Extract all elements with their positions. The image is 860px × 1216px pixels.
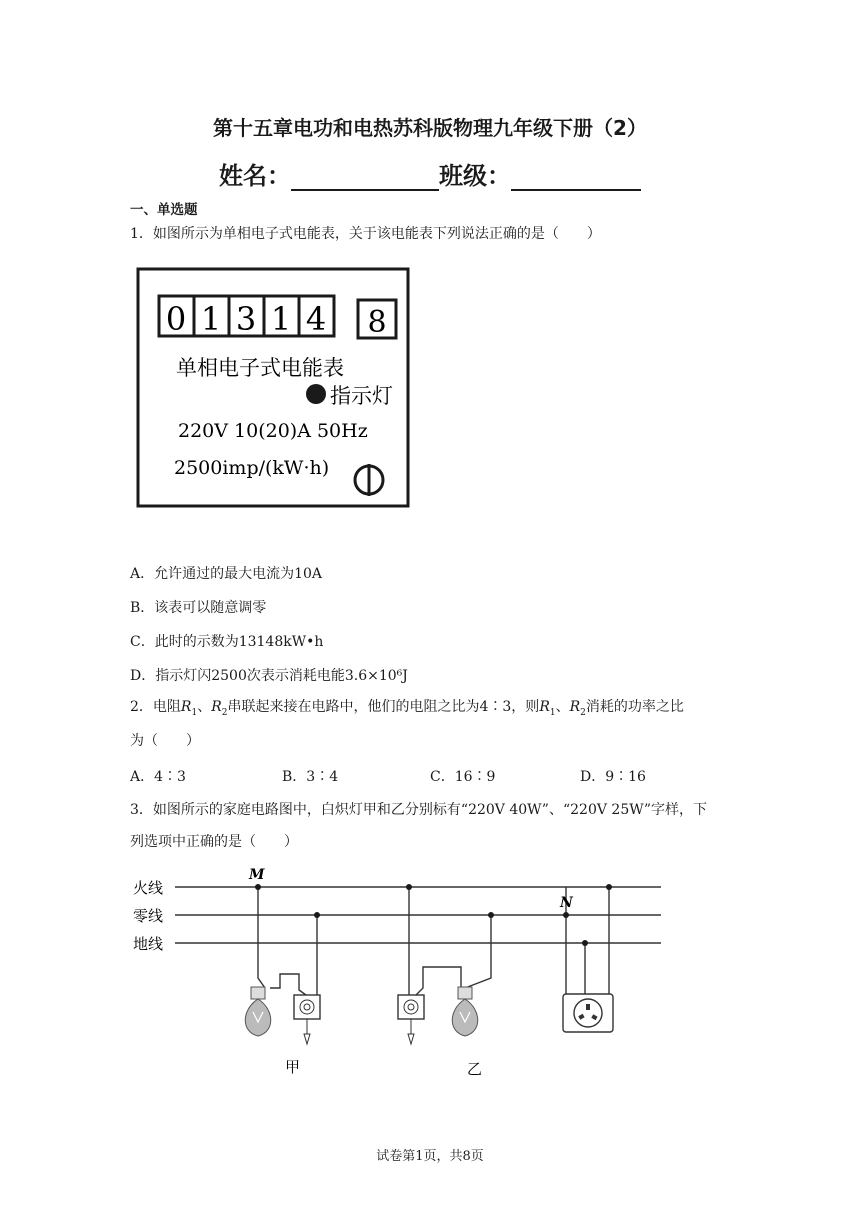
q1-option-b[interactable]: B．该表可以随意调零 bbox=[130, 600, 267, 616]
q1-option-a[interactable]: A．允许通过的最大电流为10A bbox=[130, 566, 323, 582]
name-class-row bbox=[0, 156, 860, 191]
page-title: 第十五章电功和电热苏科版物理九年级下册（2） bbox=[213, 116, 647, 140]
pull-switch-icon bbox=[398, 995, 424, 1044]
q2-option-a[interactable]: A．4∶3 bbox=[130, 769, 186, 785]
q3-stem-line2: 列选项中正确的是（ ） bbox=[130, 834, 298, 850]
indicator-light-icon bbox=[306, 384, 326, 404]
indicator-label: 指示灯 bbox=[330, 384, 393, 408]
ground-wire-label: 地线 bbox=[133, 935, 164, 953]
three-pin-socket-icon bbox=[563, 994, 613, 1032]
q2-stem-line1: 2．电阻$R_1$、$R_2$串联起来接在电路中，他们的电阻之比为4∶3，则$R_1$、$R_2$消耗的功率之比 bbox=[130, 699, 684, 718]
q2-stem-line2: 为（ ） bbox=[130, 733, 200, 749]
lamp-b-label: 乙 bbox=[467, 1060, 483, 1078]
q1-option-c[interactable]: C．此时的示数为13148kW•h bbox=[130, 634, 324, 650]
pull-switch-icon bbox=[294, 995, 320, 1044]
meter-digit-2: 1 bbox=[200, 300, 222, 338]
q3-stem-line1: 3．如图所示的家庭电路图中，白炽灯甲和乙分别标有“220V 40W”、“220V 25W”字样，下 bbox=[130, 802, 708, 818]
q2-option-b[interactable]: B．3∶4 bbox=[282, 769, 339, 785]
class-blank[interactable] bbox=[511, 163, 641, 191]
meter-name: 单相电子式电能表 bbox=[176, 356, 344, 380]
q1-stem: 1．如图所示为单相电子式电能表，关于该电能表下列说法正确的是（ ） bbox=[130, 226, 601, 242]
meter-digit-5: 4 bbox=[305, 300, 327, 338]
meter-digit-3: 3 bbox=[235, 300, 257, 338]
meter-rating: 220V 10(20)A 50Hz bbox=[178, 420, 368, 442]
q2-option-d[interactable]: D．9∶16 bbox=[580, 769, 646, 785]
class-label: 班级： bbox=[439, 162, 511, 190]
household-circuit-diagram bbox=[125, 862, 670, 1082]
bulb-icon bbox=[452, 987, 478, 1036]
lamp-a-label: 甲 bbox=[285, 1058, 301, 1076]
bulb-icon bbox=[245, 987, 271, 1036]
meter-decimal-digit: 8 bbox=[367, 305, 387, 340]
section-title: 一、单选题 bbox=[130, 202, 198, 218]
name-blank[interactable] bbox=[291, 163, 439, 191]
q1-option-d[interactable]: D．指示灯闪2500次表示消耗电能3.6×10⁶J bbox=[130, 668, 408, 684]
meter-digit-1: 0 bbox=[165, 300, 187, 338]
meter-digit-4: 1 bbox=[270, 300, 292, 338]
node-n-label: N bbox=[560, 895, 573, 911]
name-label: 姓名： bbox=[219, 162, 291, 190]
live-wire-label: 火线 bbox=[133, 879, 164, 897]
q2-option-c[interactable]: C．16∶9 bbox=[430, 769, 496, 785]
page-footer: 试卷第1页，共8页 bbox=[376, 1149, 484, 1164]
energy-meter-figure bbox=[136, 266, 412, 510]
neutral-wire-label: 零线 bbox=[133, 907, 164, 925]
meter-constant: 2500imp/(kW·h) bbox=[174, 457, 330, 479]
node-m-label: M bbox=[249, 867, 265, 883]
